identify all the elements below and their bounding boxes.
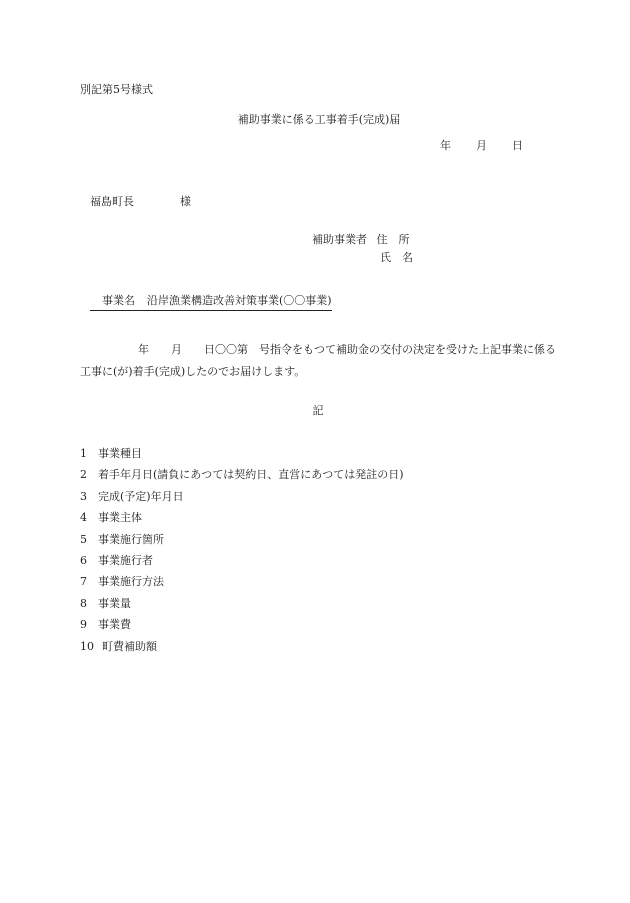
item-number: 3 — [80, 489, 87, 503]
addressee-honorific: 様 — [180, 195, 191, 208]
item-number: 5 — [80, 532, 87, 546]
date-line — [440, 139, 523, 153]
list-item — [80, 468, 404, 489]
applicant-name-line — [380, 251, 413, 265]
applicant-name-label: 氏 名 — [380, 251, 413, 264]
date-year-label: 年 — [440, 139, 451, 152]
record-heading: 記 — [312, 404, 324, 417]
item-number: 1 — [80, 447, 87, 460]
item-label: 事業施行方法 — [98, 575, 164, 589]
form-number: 別記第5号様式 — [80, 83, 153, 96]
item-label: 事業量 — [98, 596, 131, 610]
list-item — [80, 554, 404, 575]
list-item — [80, 490, 404, 511]
project-name-line — [90, 294, 332, 311]
list-item — [80, 597, 404, 618]
item-label: 事業主体 — [98, 511, 142, 525]
item-number: 6 — [80, 553, 87, 567]
applicant-address-line — [312, 233, 410, 247]
item-label: 町費補助額 — [102, 639, 157, 653]
item-number: 2 — [80, 468, 87, 482]
list-item — [80, 575, 404, 596]
item-number: 4 — [80, 511, 87, 525]
addressee-name: 福島町長 — [90, 195, 134, 208]
list-item — [80, 511, 404, 532]
list-item — [80, 640, 404, 661]
list-item — [80, 447, 404, 468]
item-label: 事業費 — [98, 618, 131, 632]
project-name: 沿岸漁業構造改善対策事業(〇〇事業) — [147, 294, 332, 307]
item-label: 事業施行者 — [98, 553, 153, 567]
addressee — [90, 195, 191, 209]
applicant-label: 補助事業者 — [312, 233, 367, 246]
item-label: 事業種目 — [98, 447, 142, 460]
document-title: 補助事業に係る工事着手(完成)届 — [237, 113, 401, 126]
item-list — [80, 447, 404, 661]
item-label: 事業施行箇所 — [98, 532, 164, 546]
item-label: 着手年月日(請負にあつては契約日、直営にあつては発註の日) — [98, 468, 404, 482]
item-number: 9 — [80, 618, 87, 632]
item-number: 8 — [80, 596, 87, 610]
date-day-label: 日 — [512, 139, 523, 152]
date-month-label: 月 — [476, 139, 487, 152]
body-paragraph: 年 月 日〇〇第 号指令をもつて補助金の交付の決定を受けた上記事業に係る工事に(が)着手(完成)したのでお届けします。 — [80, 343, 556, 378]
list-item — [80, 533, 404, 554]
project-label: 事業名 — [102, 294, 135, 307]
item-number: 10 — [80, 639, 94, 653]
item-number: 7 — [80, 575, 87, 589]
list-item — [80, 618, 404, 639]
applicant-address-label: 住 所 — [376, 233, 410, 246]
item-label: 完成(予定)年月日 — [98, 489, 184, 503]
